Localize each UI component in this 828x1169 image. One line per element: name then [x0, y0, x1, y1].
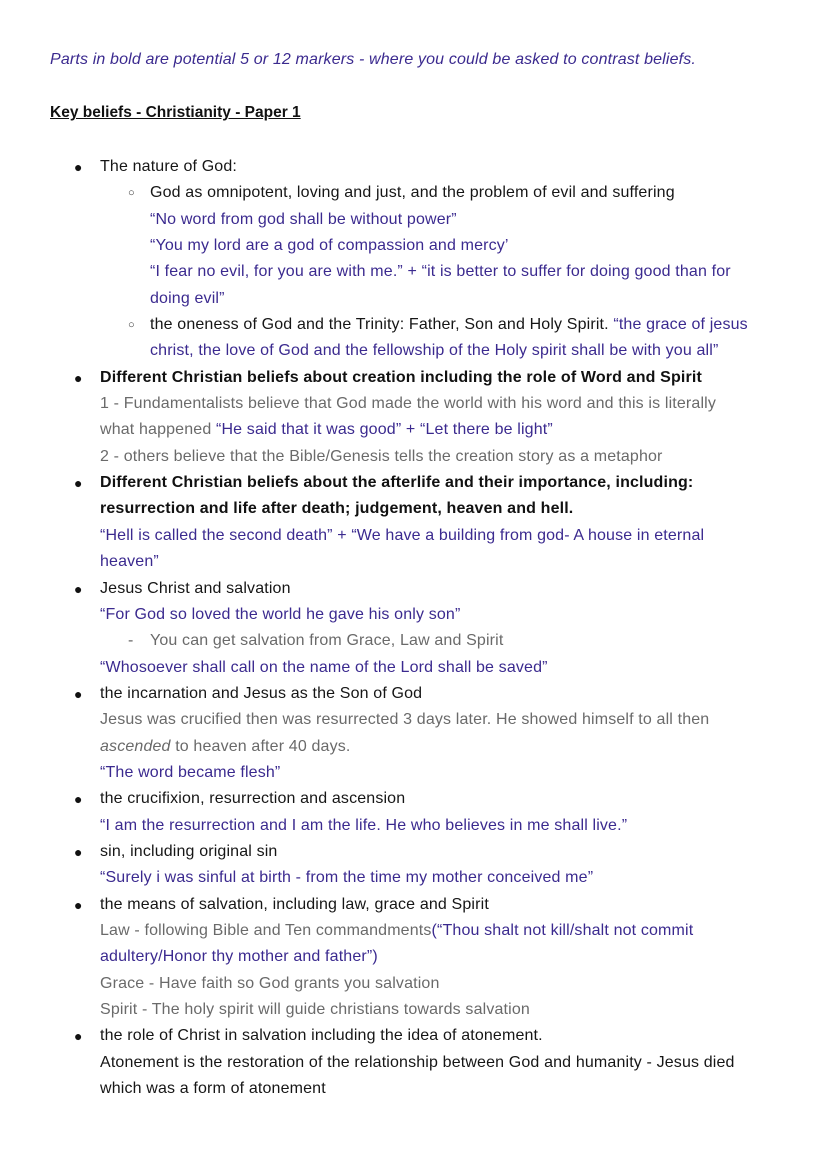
list-item-text [0, 259, 828, 285]
bullet-marker-icon: ● [74, 475, 83, 492]
belief-list [0, 154, 828, 1102]
line-text: the crucifixion, resurrection and ascension [100, 790, 406, 808]
list-item [0, 365, 828, 391]
list-item-text [0, 207, 828, 233]
list-item-text [0, 865, 828, 891]
line-text: 2 - others believe that the Bible/Genesis tells the creation story as a metaphor [100, 447, 663, 465]
line-text: Different Christian beliefs about the afterlife and their importance, including: [100, 474, 694, 492]
quote-text: “For God so loved the world he gave his only son” [100, 605, 461, 623]
list-item-text [0, 417, 828, 443]
list-item-text [0, 1076, 828, 1102]
list-item-text [0, 496, 828, 522]
quote-text: “Whosoever shall call on the name of the Lord shall be saved” [100, 658, 548, 676]
circle-marker-icon: ○ [128, 187, 135, 200]
list-item-text [0, 391, 828, 417]
intro-note: Parts in bold are potential 5 or 12 markers - where you could be asked to contrast beliefs. [50, 51, 696, 68]
bullet-marker-icon: ● [74, 896, 83, 913]
line-text: the oneness of God and the Trinity: Father, Son and Holy Spirit. [150, 316, 614, 334]
quote-text: “I am the resurrection and I am the life. He who believes in me shall live.” [100, 816, 628, 834]
quote-text: “I fear no evil, for you are with me.” + “it is better to suffer for doing good than for [150, 263, 731, 281]
list-item-text [0, 523, 828, 549]
list-item [0, 312, 828, 338]
list-item [0, 154, 828, 180]
line-text: Different Christian beliefs about creation including the role of Word and Spirit [100, 368, 702, 386]
quote-text: “the grace of jesus [613, 316, 748, 334]
line-text: 1 - Fundamentalists believe that God made the world with his word and this is literally [100, 395, 717, 413]
bullet-marker-icon: ● [74, 159, 83, 175]
list-item-text [0, 971, 828, 997]
quote-text: “Surely i was sinful at birth - from the time my mother conceived me” [100, 869, 594, 887]
line-text: the incarnation and Jesus as the Son of God [100, 684, 423, 702]
quote-text: “Hell is called the second death” + “We have a building from god- A house in eternal [100, 526, 705, 544]
list-item-text [0, 734, 828, 760]
list-item-text [0, 444, 828, 470]
list-item-text [0, 655, 828, 681]
quote-text: adultery/Honor thy mother and father”) [100, 948, 378, 966]
quote-text: “You my lord are a god of compassion and mercy’ [150, 237, 509, 255]
list-item [0, 180, 828, 206]
line-text: ascended [100, 737, 171, 755]
list-item-text [0, 944, 828, 970]
list-item [0, 892, 828, 918]
list-item [0, 628, 828, 654]
list-item [0, 576, 828, 602]
dash-marker-icon: - [128, 632, 134, 650]
list-item-text [0, 760, 828, 786]
line-text: Jesus was crucified then was resurrected 3 days later. He showed himself to all then [100, 711, 710, 729]
line-text: sin, including original sin [100, 842, 278, 860]
line-text: what happened [100, 421, 216, 439]
bullet-marker-icon: ● [74, 580, 83, 597]
circle-marker-icon: ○ [128, 319, 135, 332]
line-text: The nature of God: [100, 158, 238, 175]
line-text: Jesus Christ and salvation [100, 579, 291, 597]
list-item [0, 786, 828, 812]
bullet-marker-icon: ● [74, 843, 83, 860]
line-text: Spirit - The holy spirit will guide christians towards salvation [100, 1001, 530, 1018]
list-item-text [0, 813, 828, 839]
line-text: which was a form of atonement [100, 1080, 326, 1098]
quote-text: (“Thou shalt not kill/shalt not commit [431, 921, 694, 939]
list-item [0, 470, 828, 496]
line-text: resurrection and life after death; judgement, heaven and hell. [100, 500, 574, 518]
line-text: Grace - Have faith so God grants you salvation [100, 974, 440, 992]
line-text: God as omnipotent, loving and just, and the problem of evil and suffering [150, 184, 675, 202]
quote-text: “No word from god shall be without power” [150, 210, 457, 228]
quote-text: christ, the love of God and the fellowship of the Holy spirit shall be with you all” [150, 342, 719, 360]
line-text: Atonement is the restoration of the relationship between God and humanity - Jesus died [100, 1053, 735, 1071]
list-item-text [0, 549, 828, 575]
list-item-text [0, 338, 828, 364]
line-text: the means of salvation, including law, grace and Spirit [100, 895, 489, 913]
bullet-marker-icon: ● [74, 791, 83, 808]
list-item [0, 681, 828, 707]
bullet-marker-icon: ● [74, 685, 83, 702]
line-text: You can get salvation from Grace, Law and Spirit [150, 632, 504, 650]
quote-text: doing evil” [150, 289, 225, 307]
quote-text: “He said that it was good” + “Let there be light” [215, 421, 553, 439]
line-text: to heaven after 40 days. [170, 737, 351, 755]
list-item-text [0, 1050, 828, 1076]
quote-text: “The word became flesh” [100, 763, 281, 781]
bullet-marker-icon: ● [74, 1028, 83, 1045]
list-item-text [0, 602, 828, 628]
quote-text: heaven” [100, 553, 159, 571]
list-item-text [0, 707, 828, 733]
line-text: the role of Christ in salvation including the idea of atonement. [100, 1027, 543, 1045]
list-item-text [0, 286, 828, 312]
list-item-text [0, 233, 828, 259]
line-text: Law - following Bible and Ten commandments [100, 921, 432, 939]
list-item [0, 839, 828, 865]
list-item-text [0, 918, 828, 944]
list-item-text [0, 997, 828, 1023]
section-title: Key beliefs - Christianity - Paper 1 [50, 104, 301, 121]
list-item [0, 1023, 828, 1049]
bullet-marker-icon: ● [74, 369, 83, 386]
